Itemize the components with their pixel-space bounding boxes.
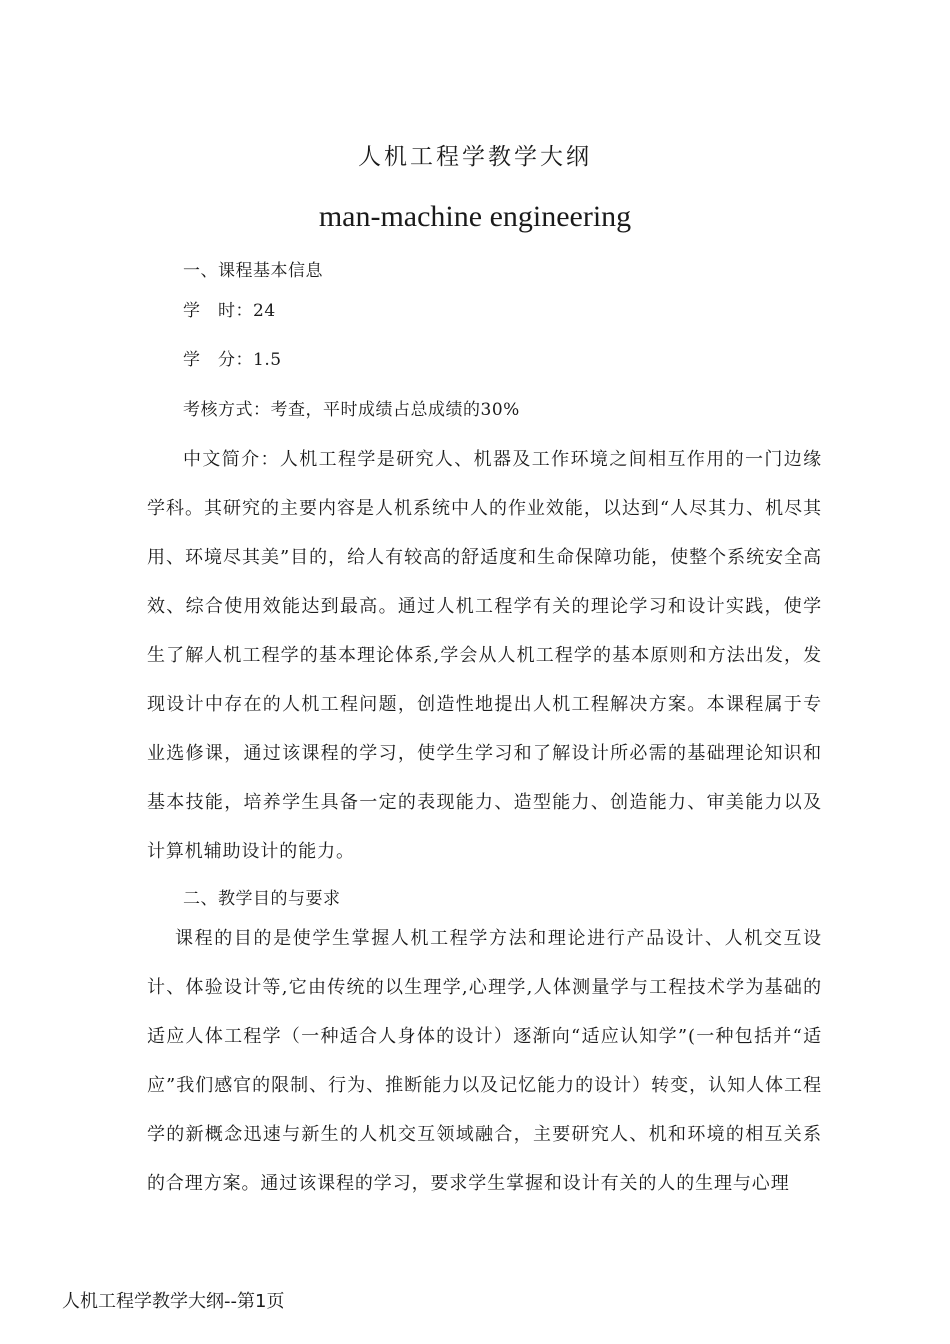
assessment-method: 考核方式：考查，平时成绩占总成绩的30%: [183, 400, 520, 420]
document-title-chinese: 人机工程学教学大纲: [358, 144, 592, 170]
objectives-paragraph: [147, 914, 822, 1208]
course-credits: 学 分：1.5: [183, 350, 282, 370]
course-hours: 学 时：24: [183, 301, 276, 321]
course-intro-paragraph: [147, 435, 822, 876]
page-footer: 人机工程学教学大纲--第1页: [62, 1291, 285, 1312]
objectives-text: 课程的目的是使学生掌握人机工程学方法和理论进行产品设计、人机交互设计、体验设计等,它由传统的以生理学,心理学,人体测量学与工程技术学为基础的适应人体工程学（一种适合人身体的设计）逐渐向“适应认知学”(一种包括并“适应”我们感官的限制、行为、推断能力以及记忆能力的设计）转变，认知人体工程学的新概念迅速与新生的人机交互领域融合，主要研究人、机和环境的相互关系的合理方案。通过该课程的学习，要求学生掌握和设计有关的人的生理与心理: [147, 928, 822, 1194]
section1-heading: 一、课程基本信息: [183, 261, 323, 281]
section2-heading: 二、教学目的与要求: [183, 889, 341, 909]
document-title-english: man-machine engineering: [318, 200, 632, 233]
course-intro-text: 中文简介：人机工程学是研究人、机器及工作环境之间相互作用的一门边缘学科。其研究的主要内容是人机系统中人的作业效能，以达到“人尽其力、机尽其用、环境尽其美”目的，给人有较高的舒适度和生命保障功能，使整个系统安全高效、综合使用效能达到最高。通过人机工程学有关的理论学习和设计实践，使学生了解人机工程学的基本理论体系,学会从人机工程学的基本原则和方法出发，发现设计中存在的人机工程问题，创造性地提出人机工程解决方案。本课程属于专业选修课，通过该课程的学习，使学生学习和了解设计所必需的基础理论知识和基本技能，培养学生具备一定的表现能力、造型能力、创造能力、审美能力以及计算机辅助设计的能力。: [147, 449, 822, 862]
